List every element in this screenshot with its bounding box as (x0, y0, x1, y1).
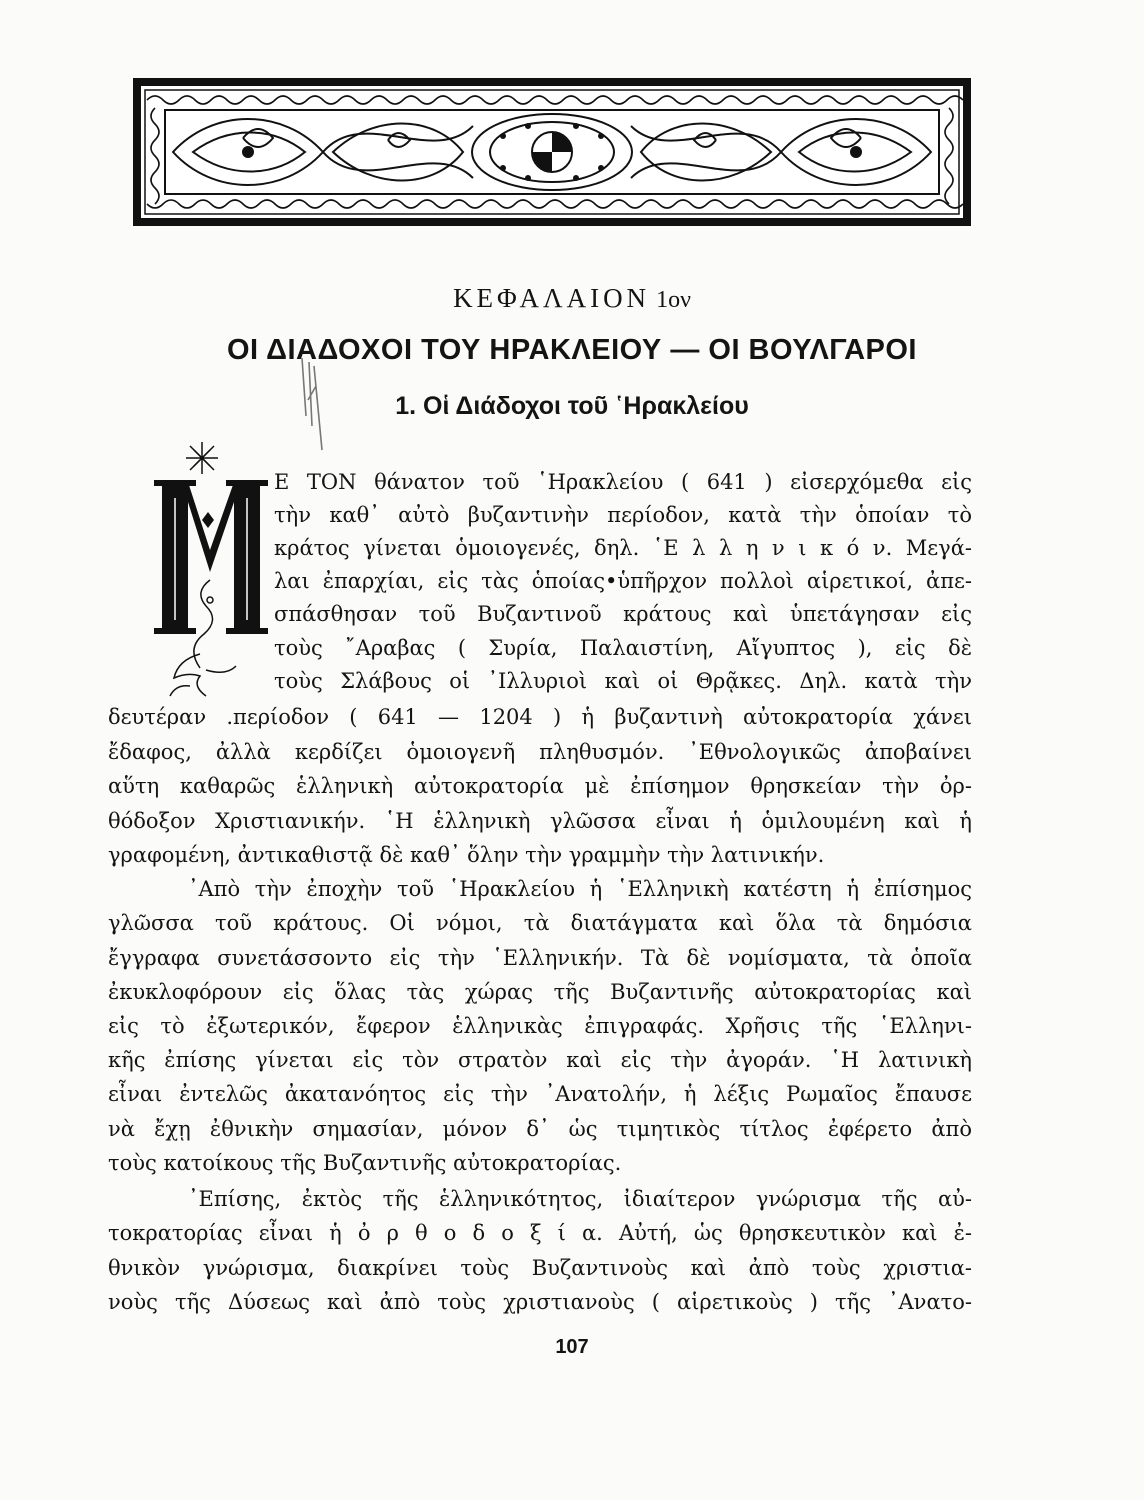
text-line: αὕτη καθαρῶς ἑλληνικὴ αὐτοκρατορία μὲ ἐπίσημον θρησκείαν τὴν ὀρ- (108, 774, 972, 798)
text-line: κράτος γίνεται ὁμοιογενές, δηλ. ῾Ε λ λ η ν ι κ ό ν. Μεγά- (274, 536, 972, 560)
text-line: δευτέραν .περίοδον ( 641 — 1204 ) ἡ βυζαντινὴ αὐτοκρατορία χάνει (108, 705, 972, 729)
header-ornament-banner (133, 78, 971, 226)
chapter-label: ΚΕΦΑΛΑΙΟΝ (453, 283, 651, 313)
chapter-title: ΟΙ ΔΙΑΔΟΧΟΙ ΤΟΥ ΗΡΑΚΛΕΙΟΥ — ΟΙ ΒΟΥΛΓΑΡΟΙ (227, 334, 917, 366)
text-line: τοὺς Σλάβους οἱ ᾽Ιλλυριοὶ καὶ οἱ Θρᾷκες. Δηλ. κατὰ τὴν (274, 669, 972, 693)
text-line: ἐκυκλοφόρουν εἰς ὅλας τὰς χώρας τῆς Βυζαντινῆς αὐτοκρατορίας καὶ (108, 980, 972, 1004)
text-line: ᾽Επίσης, ἐκτὸς τῆς ἑλληνικότητος, ἰδιαίτερον γνώρισμα τῆς αὐ- (188, 1187, 972, 1211)
dropcap-initial-icon (150, 440, 270, 702)
text-line: ἔδαφος, ἀλλὰ κερδίζει ὁμοιογενῆ πληθυσμόν. ᾽Εθνολογικῶς ἀποβαίνει (108, 740, 972, 764)
text-line: τοὺς ῎Αραβας ( Συρία, Παλαιστίνη, Αἴγυπτος ), εἰς δὲ (274, 636, 972, 660)
text-line: σπάσθησαν τοῦ Βυζαντινοῦ κράτους καὶ ὑπετάγησαν εἰς (274, 602, 972, 626)
text-line: ἔγγραφα συνετάσσοντο εἰς τὴν ῾Ελληνικήν. Τὰ δὲ νομίσματα, τὰ ὁποῖα (108, 946, 972, 970)
text-line: γραφομένη, ἀντικαθιστᾷ δὲ καθ᾽ ὅλην τὴν γραμμὴν τὴν λατινικήν. (108, 843, 825, 867)
section-title: 1. Οἱ Διάδοχοι τοῦ ῾Ηρακλείου (395, 392, 749, 420)
text-line: Ε ΤΟΝ θάνατον τοῦ ῾Ηρακλείου ( 641 ) εἰσερχόμεθα εἰς (274, 470, 972, 494)
text-line: λαι ἐπαρχίαι, εἰς τὰς ὁποίας•ὑπῆρχον πολλοὶ αἱρετικοί, ἀπε- (274, 569, 972, 593)
chapter-heading (0, 283, 1144, 314)
text-line: εἰς τὸ ἐξωτερικόν, ἔφερον ἑλληνικὰς ἐπιγραφάς. Χρῆσις τῆς ῾Ελληνι- (108, 1014, 972, 1038)
text-line: εἶναι ἐντελῶς ἀκατανόητος εἰς τὴν ᾽Ανατολήν, ἡ λέξις Ρωμαῖος ἔπαυσε (108, 1082, 972, 1106)
text-line: τὴν καθ᾽ αὐτὸ βυζαντινὴν περίοδον, κατὰ τὴν ὁποίαν τὸ (274, 503, 972, 527)
text-line: γλῶσσα τοῦ κράτους. Οἱ νόμοι, τὰ διατάγματα καὶ ὅλα τὰ δημόσια (108, 911, 972, 935)
text-line: θόδοξον Χριστιανικήν. ῾Η ἑλληνικὴ γλῶσσα εἶναι ἡ ὁμιλουμένη καὶ ἡ (108, 809, 972, 833)
text-line: θνικὸν γνώρισμα, διακρίνει τοὺς Βυζαντινοὺς καὶ ἀπὸ τοὺς χριστια- (108, 1256, 972, 1280)
text-line: κῆς ἐπίσης γίνεται εἰς τὸν στρατὸν καὶ εἰς τὴν ἀγοράν. ῾Η λατινικὴ (108, 1048, 972, 1072)
text-line: τοκρατορίας εἶναι ἡ ὀ ρ θ ο δ ο ξ ί α. Αὐτή, ὡς θρησκευτικὸν καὶ ἐ- (108, 1221, 972, 1245)
page-number: 107 (555, 1336, 589, 1358)
text-line: νοὺς τῆς Δύσεως καὶ ἀπὸ τοὺς χριστιανοὺς ( αἱρετικοὺς ) τῆς ᾽Ανατο- (108, 1290, 972, 1314)
dropcap-letter: Μ (240, 702, 242, 703)
text-line: τοὺς κατοίκους τῆς Βυζαντινῆς αὐτοκρατορίας. (108, 1151, 622, 1175)
text-line: ᾽Απὸ τὴν ἐποχὴν τοῦ ῾Ηρακλείου ἡ ῾Ελληνικὴ κατέστη ἡ ἐπίσημος (188, 877, 972, 901)
text-line: νὰ ἔχῃ ἐθνικὴν σημασίαν, μόνον δ᾽ ὡς τιμητικὸς τίτλος ἐφέρετο ἀπὸ (108, 1117, 972, 1141)
chapter-ordinal: 1ον (656, 287, 691, 313)
